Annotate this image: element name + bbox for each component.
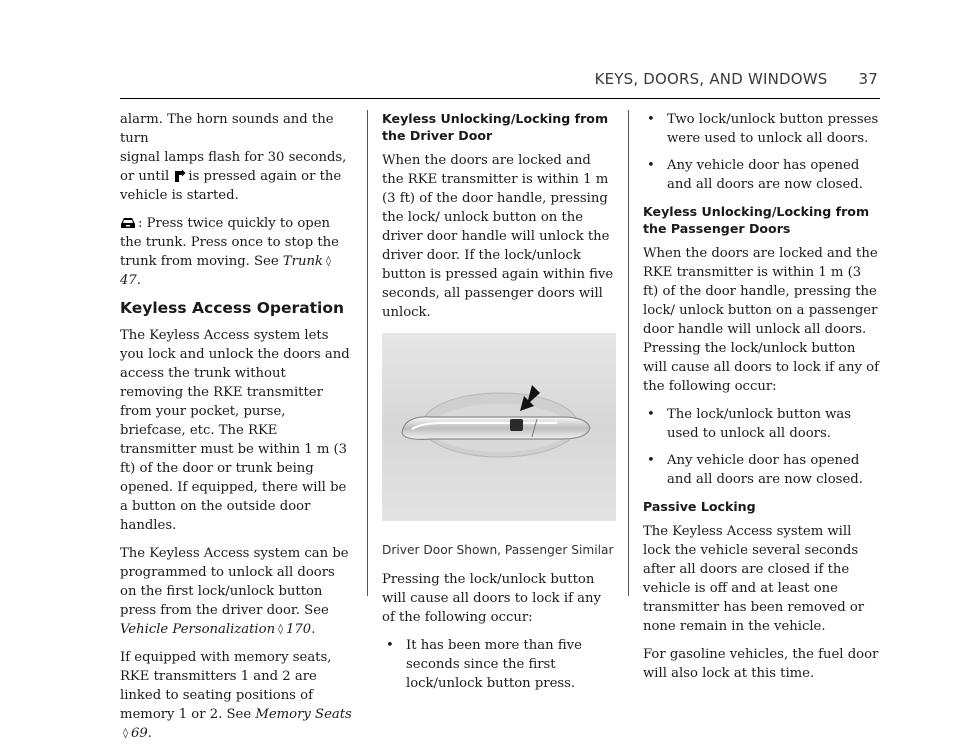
header-rule — [120, 98, 880, 99]
passenger-lock-conditions-list — [643, 405, 879, 489]
column-1 — [120, 110, 352, 752]
door-handle-illustration — [382, 333, 616, 521]
list-item-text: It has been more than five seconds since the first lock/unlock button press. — [406, 638, 582, 691]
column-divider-2 — [628, 110, 629, 596]
trunk-release-icon — [120, 215, 136, 230]
memory-seats-text: If equipped with memory seats, RKE transmitters 1 and 2 are linked to seating positions of memory 1 or 2. See — [120, 650, 332, 722]
alarm-text-rest: is pressed again or the vehicle is started. — [120, 169, 342, 203]
trunk-reference-page[interactable]: 47 — [120, 273, 137, 288]
list-item-text: Any vehicle door has opened and all doors are now closed. — [667, 158, 863, 192]
list-item — [643, 405, 879, 443]
programming-paragraph: The Keyless Access system can be programmed to unlock all doors on the first lock/unlock button press from the driver door. See Vehicle Personalization ◊ 170. — [120, 546, 349, 637]
trunk-paragraph: : Press twice quickly to open the trunk. Press once to stop the trunk from moving. See Trunk ◊47. — [120, 216, 339, 288]
lock-conditions-list — [382, 636, 616, 693]
remote-start-icon — [173, 169, 186, 183]
programming-text: The Keyless Access system can be programmed to unlock all doors on the first lock/unlock button press from the driver door. See — [120, 546, 349, 618]
page-reference-arrow-icon: ◊ — [123, 728, 128, 739]
pressing-paragraph: Pressing the lock/unlock button will cause all doors to lock if any of the following occur: — [382, 572, 601, 625]
or-until-text: or until — [120, 169, 170, 184]
bullet-mark: • — [386, 638, 394, 653]
memory-seats-page[interactable]: 69 — [130, 726, 148, 741]
section-heading-keyless-access: Keyless Access Operation — [120, 299, 345, 317]
lock-conditions-list-continued — [643, 110, 879, 194]
column-3 — [643, 110, 879, 692]
driver-door-paragraph: When the doors are locked and the RKE transmitter is within 1 m (3 ft) of the door handle, pressing the lock/ unlock button on the driver door handle will unlock the driver door. If the lock/unlock button is pressed again within five seconds, all passenger doors will unlock. — [382, 153, 614, 320]
bullet-mark: • — [647, 407, 655, 422]
passenger-doors-paragraph: When the doors are locked and the RKE transmitter is within 1 m (3 ft) of the door handle, pressing the lock/ unlock button on a passenger door handle will unlock all doors. Pressing the lock/unlock button will cause all doors to lock if any of the following occur: — [643, 246, 879, 394]
alarm-text-line2: signal lamps flash for 30 seconds, — [120, 150, 347, 165]
list-item — [643, 110, 879, 148]
column-2 — [382, 110, 616, 702]
figure-caption: Driver Door Shown, Passenger Similar — [382, 543, 614, 557]
fuel-door-paragraph: For gasoline vehicles, the fuel door will also lock at this time. — [643, 647, 879, 681]
trunk-text: : Press twice quickly to open the trunk. Press once to stop the trunk from moving. See — [120, 216, 339, 269]
memory-seats-paragraph: If equipped with memory seats, RKE transmitters 1 and 2 are linked to seating positions of memory 1 or 2. See Memory Seats◊ 69. — [120, 650, 352, 741]
trunk-reference-link[interactable]: Trunk — [282, 254, 323, 269]
list-item-text: Two lock/unlock button presses were used to unlock all doors. — [667, 112, 879, 146]
memory-seats-link[interactable]: Memory Seats — [255, 707, 352, 722]
list-item-text: Any vehicle door has opened and all doors are now closed. — [667, 453, 863, 487]
alarm-paragraph — [120, 110, 352, 205]
column-divider-1 — [367, 110, 368, 596]
bullet-mark: • — [647, 453, 655, 468]
subheading-driver-door: Keyless Unlocking/Locking from the Driver Door — [382, 111, 609, 143]
list-item — [643, 451, 879, 489]
running-head — [560, 70, 878, 88]
vehicle-personalization-page[interactable]: 170 — [286, 622, 312, 637]
passive-locking-paragraph: The Keyless Access system will lock the vehicle several seconds after all doors are closed if the vehicle is off and at least one transmitter has been removed or none remain in the vehicle. — [643, 524, 865, 634]
bullet-mark: • — [647, 112, 655, 127]
subheading-passive-locking: Passive Locking — [643, 499, 756, 514]
subheading-passenger-doors: Keyless Unlocking/Locking from the Passenger Doors — [643, 204, 870, 236]
alarm-text-line1: alarm. The horn sounds and the turn — [120, 112, 334, 146]
page-number: 37 — [858, 70, 878, 88]
vehicle-personalization-link[interactable]: Vehicle Personalization — [120, 622, 276, 637]
page-reference-arrow-icon: ◊ — [278, 624, 284, 635]
list-item-text: The lock/unlock button was used to unlock all doors. — [667, 407, 852, 441]
list-item — [643, 156, 879, 194]
page-reference-arrow-icon: ◊ — [325, 256, 331, 267]
section-title: KEYS, DOORS, AND WINDOWS — [594, 70, 828, 88]
list-item — [382, 636, 616, 693]
bullet-mark: • — [647, 158, 655, 173]
keyless-access-paragraph: The Keyless Access system lets you lock and unlock the doors and access the trunk without removing the RKE transmitter from your pocket, purse, briefcase, etc. The RKE transmitter must be within 1 m (3 ft) of the door or trunk being opened. If equipped, there will be a button on the outside door handles. — [120, 328, 350, 533]
